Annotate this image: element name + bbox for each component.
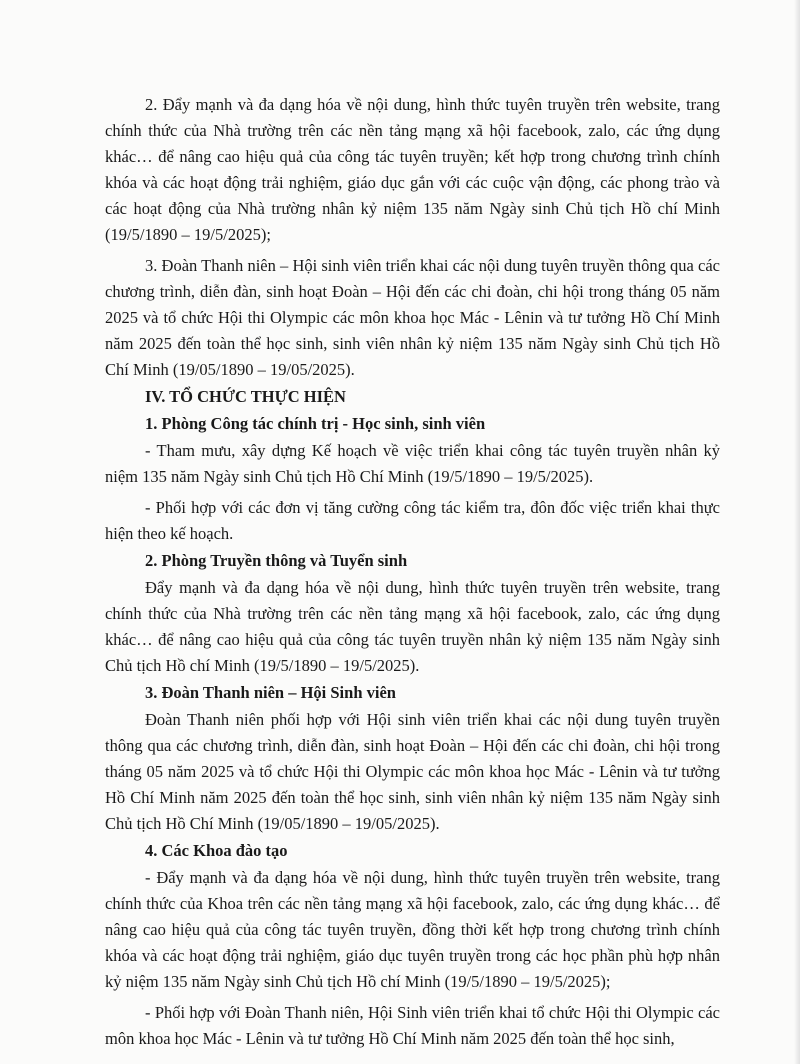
subsection-2-paragraph-1: Đẩy mạnh và đa dạng hóa về nội dung, hình thức tuyên truyền trên website, trang chính thức của Nhà trường trên các nền tảng mạng xã hội facebook, zalo, các ứng dụng khác… để nâng cao hiệu quả của công tác tuyên truyền nhân kỷ niệm 135 năm Ngày sinh Chủ tịch Hồ chí Minh (19/5/1890 – 19/5/2025). xyxy=(105,578,720,675)
subsection-1-paragraph-1: - Tham mưu, xây dựng Kế hoạch về việc triển khai công tác tuyên truyền nhân kỷ niệm 135 năm Ngày sinh Chủ tịch Hồ Chí Minh (19/5/1890 – 19/5/2025). xyxy=(105,441,720,486)
subsection-1-heading: 1. Phòng Công tác chính trị - Học sinh, sinh viên xyxy=(145,414,486,433)
subsection-4-heading: 4. Các Khoa đào tạo xyxy=(145,841,288,860)
intro-item-2: 2. Đẩy mạnh và đa dạng hóa về nội dung, hình thức tuyên truyền trên website, trang chính thức của Nhà trường trên các nền tảng mạng xã hội facebook, zalo, các ứng dụng khác… để nâng cao hiệu quả của công tác tuyên truyền; kết hợp trong chương trình chính khóa và các hoạt động trải nghiệm, giáo dục gắn với các cuộc vận động, các phong trào và các hoạt động của Nhà trường nhân kỷ niệm 135 năm Ngày sinh Chủ tịch Hồ chí Minh (19/5/1890 – 19/5/2025); xyxy=(105,95,720,244)
subsection-3-heading: 3. Đoàn Thanh niên – Hội Sinh viên xyxy=(145,683,396,702)
intro-item-3: 3. Đoàn Thanh niên – Hội sinh viên triển khai các nội dung tuyên truyền thông qua các chương trình, diễn đàn, sinh hoạt Đoàn – Hội đến các chi đoàn, chi hội trong tháng 05 năm 2025 và tổ chức Hội thi Olympic các môn khoa học Mác - Lênin và tư tưởng Hồ Chí Minh năm 2025 đến toàn thể học sinh, sinh viên nhân kỷ niệm 135 năm Ngày sinh Chủ tịch Hồ Chí Minh (19/05/1890 – 19/05/2025). xyxy=(105,256,720,379)
subsection-4-paragraph-2: - Phối hợp với Đoàn Thanh niên, Hội Sinh viên triển khai tổ chức Hội thi Olympic các môn khoa học Mác - Lênin và tư tưởng Hồ Chí Minh năm 2025 đến toàn thể học sinh, xyxy=(105,1003,720,1048)
subsection-1-paragraph-2: - Phối hợp với các đơn vị tăng cường công tác kiểm tra, đôn đốc việc triển khai thực hiện theo kế hoạch. xyxy=(105,498,720,543)
subsection-2-heading: 2. Phòng Truyền thông và Tuyển sinh xyxy=(145,551,408,570)
subsection-3-paragraph-1: Đoàn Thanh niên phối hợp với Hội sinh viên triển khai các nội dung tuyên truyền thông qua các chương trình, diễn đàn, sinh hoạt Đoàn – Hội đến các chi đoàn, chi hội trong tháng 05 năm 2025 và tổ chức Hội thi Olympic các môn khoa học Mác - Lênin và tư tưởng Hồ Chí Minh năm 2025 đến toàn thể học sinh, sinh viên nhân kỷ niệm 135 năm Ngày sinh Chủ tịch Hồ Chí Minh (19/05/1890 – 19/05/2025). xyxy=(105,710,720,833)
subsection-4-paragraph-1: - Đẩy mạnh và đa dạng hóa về nội dung, hình thức tuyên truyền trên website, trang chính thức của Khoa trên các nền tảng mạng xã hội facebook, zalo, các ứng dụng khác… để nâng cao hiệu quả của công tác tuyên truyền, đồng thời kết hợp trong chương trình chính khóa và các hoạt động trải nghiệm, giáo dục tuyên truyền trong các học phần phù hợp nhân kỷ niệm 135 năm Ngày sinh Chủ tịch Hồ chí Minh (19/5/1890 – 19/5/2025); xyxy=(105,868,720,991)
section-title: IV. TỔ CHỨC THỰC HIỆN xyxy=(145,387,346,406)
